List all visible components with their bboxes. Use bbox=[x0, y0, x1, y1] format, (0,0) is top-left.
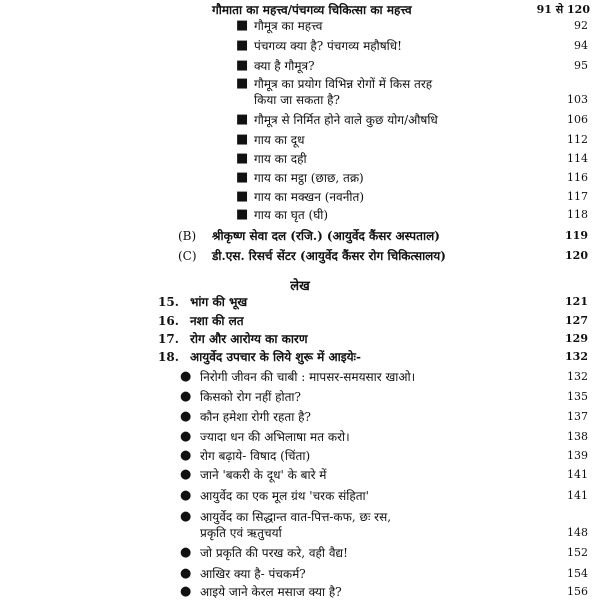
item-text: निरोगी जीवन की चाबी : मापसर-समयसार खाओ। bbox=[200, 370, 416, 384]
item-page: 95 bbox=[574, 59, 588, 72]
bullet-icon: ■ bbox=[236, 58, 249, 73]
list-item bbox=[0, 151, 600, 169]
bullet-icon: ● bbox=[180, 509, 192, 524]
bullet-icon: ● bbox=[180, 448, 192, 463]
chapter-page: 121 bbox=[565, 295, 588, 308]
bullet-icon: ■ bbox=[236, 189, 249, 204]
list-item bbox=[0, 132, 600, 150]
toc-chapter bbox=[0, 331, 600, 349]
item-page: 106 bbox=[567, 113, 588, 126]
item-text: किसको रोग नहीं होता? bbox=[200, 390, 301, 404]
list-item bbox=[0, 369, 600, 387]
item-page: 94 bbox=[574, 39, 588, 52]
chapter-page: 132 bbox=[565, 350, 588, 363]
section-title: गौमाता का महत्त्व/पंचगव्य चिकित्सा का महत्त्व bbox=[212, 3, 412, 17]
bullet-icon: ■ bbox=[236, 207, 249, 222]
item-text: रोग बढ़ाये- विषाद (चिंता) bbox=[200, 449, 311, 463]
item-page: 119 bbox=[565, 229, 588, 242]
item-text: आइये जाने केरल मसाज क्या है? bbox=[200, 585, 342, 599]
bullet-icon: ● bbox=[180, 467, 192, 482]
chapter-number: 17. bbox=[158, 332, 179, 346]
item-page: 103 bbox=[567, 93, 588, 106]
list-item bbox=[0, 467, 600, 485]
item-label: (B) bbox=[178, 229, 197, 243]
item-page: 120 bbox=[565, 249, 588, 262]
item-page: 138 bbox=[567, 430, 588, 443]
bullet-icon: ● bbox=[180, 488, 192, 503]
bullet-icon: ■ bbox=[236, 151, 249, 166]
chapter-title: भांग की भूख bbox=[190, 295, 248, 309]
chapter-title: नशा की लत bbox=[190, 314, 244, 328]
list-item bbox=[0, 58, 600, 76]
list-item bbox=[0, 38, 600, 56]
item-page: 117 bbox=[567, 190, 588, 203]
toc-lettered-item bbox=[0, 248, 600, 266]
toc-lettered-item bbox=[0, 228, 600, 246]
list-item bbox=[0, 207, 600, 225]
list-item bbox=[0, 112, 600, 130]
item-text: क्या है गौमूत्र? bbox=[254, 59, 315, 73]
toc-chapter bbox=[0, 294, 600, 312]
item-text: गाय का मट्ठा (छाछ, तक्र) bbox=[254, 171, 364, 185]
item-text-continued: किया जा सकता है? bbox=[254, 93, 340, 107]
list-item bbox=[0, 488, 600, 506]
item-text: गाय का दही bbox=[254, 152, 307, 166]
list-item-continued bbox=[0, 525, 600, 543]
list-item bbox=[0, 409, 600, 427]
list-item bbox=[0, 448, 600, 466]
bullet-icon: ■ bbox=[236, 132, 249, 147]
chapter-title: रोग और आरोग्य का कारण bbox=[190, 332, 308, 346]
bullet-icon: ■ bbox=[236, 112, 249, 127]
item-text: जो प्रकृति की परख करे, वही वैद्य! bbox=[200, 546, 348, 560]
chapter-number: 16. bbox=[158, 314, 179, 328]
item-text: ज्यादा धन की अभिलाषा मत करो। bbox=[200, 430, 350, 444]
item-text: आखिर क्या है- पंचकर्म? bbox=[200, 567, 306, 581]
item-text: गौमूत्र से निर्मित होने वाले कुछ योग/औषधि bbox=[254, 113, 438, 127]
bullet-icon: ● bbox=[180, 369, 192, 384]
bullet-icon: ■ bbox=[236, 170, 249, 185]
item-page: 139 bbox=[567, 449, 588, 462]
item-text: श्रीकृष्ण सेवा दल (रजि.) (आयुर्वेद कैंसर अस्पताल) bbox=[212, 229, 440, 243]
item-page: 141 bbox=[567, 468, 588, 481]
item-text: गौमूत्र का महत्त्व bbox=[254, 19, 323, 33]
bullet-icon: ■ bbox=[236, 76, 249, 91]
bullet-icon: ■ bbox=[236, 38, 249, 53]
heading-text: लेख bbox=[290, 279, 310, 294]
item-page: 112 bbox=[567, 133, 588, 146]
list-item bbox=[0, 545, 600, 563]
item-page: 148 bbox=[567, 526, 588, 539]
item-page: 156 bbox=[567, 585, 588, 598]
list-item-continued bbox=[0, 92, 600, 110]
item-page: 152 bbox=[567, 546, 588, 559]
chapter-number: 18. bbox=[158, 350, 179, 364]
list-item bbox=[0, 429, 600, 447]
list-item bbox=[0, 170, 600, 188]
bullet-icon: ● bbox=[180, 409, 192, 424]
bullet-icon: ● bbox=[180, 429, 192, 444]
item-page: 137 bbox=[567, 410, 588, 423]
item-text: गौमूत्र का प्रयोग विभिन्न रोगों में किस तरह bbox=[254, 77, 433, 91]
item-label: (C) bbox=[178, 249, 197, 263]
item-text: गाय का मक्खन (नवनीत) bbox=[254, 190, 365, 204]
item-text: कौन हमेशा रोगी रहता है? bbox=[200, 410, 311, 424]
bullet-icon: ● bbox=[180, 566, 192, 581]
bullet-icon: ● bbox=[180, 389, 192, 404]
item-page: 154 bbox=[567, 567, 588, 580]
bullet-icon: ● bbox=[180, 584, 192, 599]
item-text: डी.एस. रिसर्च सेंटर (आयुर्वेद कैंसर रोग चिकित्सालय) bbox=[212, 249, 446, 263]
item-page: 114 bbox=[567, 152, 588, 165]
item-text: जाने 'बकरी के दूध' के बारे में bbox=[200, 468, 327, 482]
bullet-icon: ■ bbox=[236, 18, 249, 33]
item-text: गाय का घृत (घी) bbox=[254, 208, 329, 222]
chapter-number: 15. bbox=[158, 295, 179, 309]
item-page: 118 bbox=[567, 208, 588, 221]
chapter-page: 129 bbox=[565, 332, 588, 345]
toc-chapter bbox=[0, 349, 600, 367]
item-page: 92 bbox=[574, 19, 588, 32]
item-text: गाय का दूध bbox=[254, 133, 305, 147]
list-item bbox=[0, 189, 600, 207]
item-text: पंचगव्य क्या है? पंचगव्य महौषधि! bbox=[254, 39, 402, 53]
list-item bbox=[0, 566, 600, 584]
item-page: 141 bbox=[567, 489, 588, 502]
list-item bbox=[0, 389, 600, 407]
section-heading bbox=[0, 276, 600, 294]
item-page: 116 bbox=[567, 171, 588, 184]
list-item bbox=[0, 584, 600, 602]
list-item bbox=[0, 18, 600, 36]
item-text-continued: प्रकृति एवं ऋतुचर्या bbox=[200, 526, 282, 540]
chapter-title: आयुर्वेद उपचार के लिये शुरू में आइयेः- bbox=[190, 350, 361, 364]
item-page: 132 bbox=[567, 370, 588, 383]
item-text: आयुर्वेद का एक मूल ग्रंथ 'चरक संहिता' bbox=[200, 489, 369, 503]
section-pages: 91 से 120 bbox=[536, 3, 590, 16]
bullet-icon: ● bbox=[180, 545, 192, 560]
chapter-page: 127 bbox=[565, 314, 588, 327]
toc-chapter bbox=[0, 313, 600, 331]
item-page: 135 bbox=[567, 390, 588, 403]
item-text: आयुर्वेद का सिद्धान्त वात-पित्त-कफ, छः रस, bbox=[200, 510, 392, 524]
